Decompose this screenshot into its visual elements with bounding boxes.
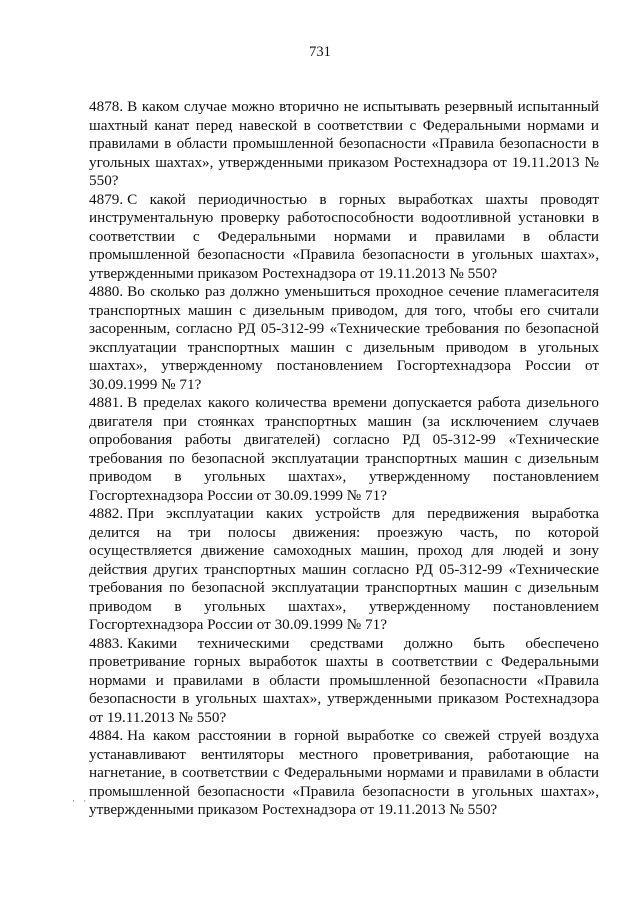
question-4882 bbox=[89, 505, 599, 635]
question-text: В пределах какого количества времени допускается работа дизельного двигателя при стоянках транспортных машин (за исключением случаев опробования работы двигателей) согласно РД 05-312-99 «Технические требования по безопасной эксплуатации транспортных машин с дизельным приводом в угольных шахтах», утвержденному постановлением Госгортехнадзора России от 30.09.1999 № 71? bbox=[89, 394, 599, 504]
question-number: 4884. bbox=[89, 727, 124, 744]
question-text: С какой периодичностью в горных выработках шахты проводят инструментальную проверку работоспособности водоотливной установки в соответствии с Федеральными нормами и правилами в области промышленной безопасности «Правила безопасности в угольных шахтах», утвержденными приказом Ростехнадзора от 19.11.2013 № 550? bbox=[89, 190, 599, 282]
page-number: 731 bbox=[309, 44, 331, 60]
question-text: При эксплуатации каких устройств для передвижения выработка делится на три полосы движения: проезжую часть, по которой осуществляется движение самоходных машин, проход для людей и зону действия других транспортных машин согласно РД 05-312-99 «Технические требования по безопасной эксплуатации транспортных машин с дизельным приводом в угольных шахтах», утвержденному постановлением Госгортехнадзора России от 30.09.1999 № 71? bbox=[89, 505, 599, 633]
question-4883 bbox=[89, 635, 599, 728]
question-number: 4878. bbox=[89, 98, 124, 115]
question-4879 bbox=[89, 191, 599, 284]
question-text: На каком расстоянии в горной выработке со свежей струей воздуха устанавливают вентиляторы местного проветривания, работающие на нагнетание, в соответствии с Федеральными нормами и правилами в области промышленной безопасности «Правила безопасности в угольных шахтах», утвержденными приказом Ростехнадзора от 19.11.2013 № 550? bbox=[89, 727, 599, 818]
question-number: 4880. bbox=[89, 283, 124, 300]
question-4884 bbox=[89, 727, 599, 820]
question-number: 4883. bbox=[89, 634, 124, 652]
question-4881 bbox=[89, 394, 599, 505]
question-number: 4881. bbox=[89, 394, 124, 411]
question-number: 4879. bbox=[89, 190, 124, 208]
question-text: Какими техническими средствами должно быть обеспечено проветривание горных выработок шахты в соответствии с Федеральными нормами и правилами в области промышленной безопасности «Правила безопасности в угольных шахтах», утвержденными приказом Ростехнадзора от 19.11.2013 № 550? bbox=[89, 634, 599, 726]
question-list bbox=[89, 98, 599, 820]
question-number: 4882. bbox=[89, 505, 124, 522]
question-4880 bbox=[89, 283, 599, 394]
question-text: В каком случае можно вторично не испытывать резервный испытанный шахтный канат перед навеской в соответствии с Федеральными нормами и правилами в области промышленной безопасности «Правила безопасности в угольных шахтах», утвержденными приказом Ростехнадзора от 19.11.2013 № 550? bbox=[89, 98, 599, 189]
question-4878 bbox=[89, 98, 599, 191]
question-text: Во сколько раз должно уменьшиться проходное сечение пламегасителя транспортных машин с дизельным приводом, для того, чтобы его считали засоренным, согласно РД 05-312-99 «Технические требования по безопасной эксплуатации транспортных машин с дизельным приводом в угольных шахтах», утвержденному постановлением Госгортехнадзора России от 30.09.1999 № 71? bbox=[89, 283, 599, 393]
scan-speck: · · bbox=[72, 796, 90, 806]
